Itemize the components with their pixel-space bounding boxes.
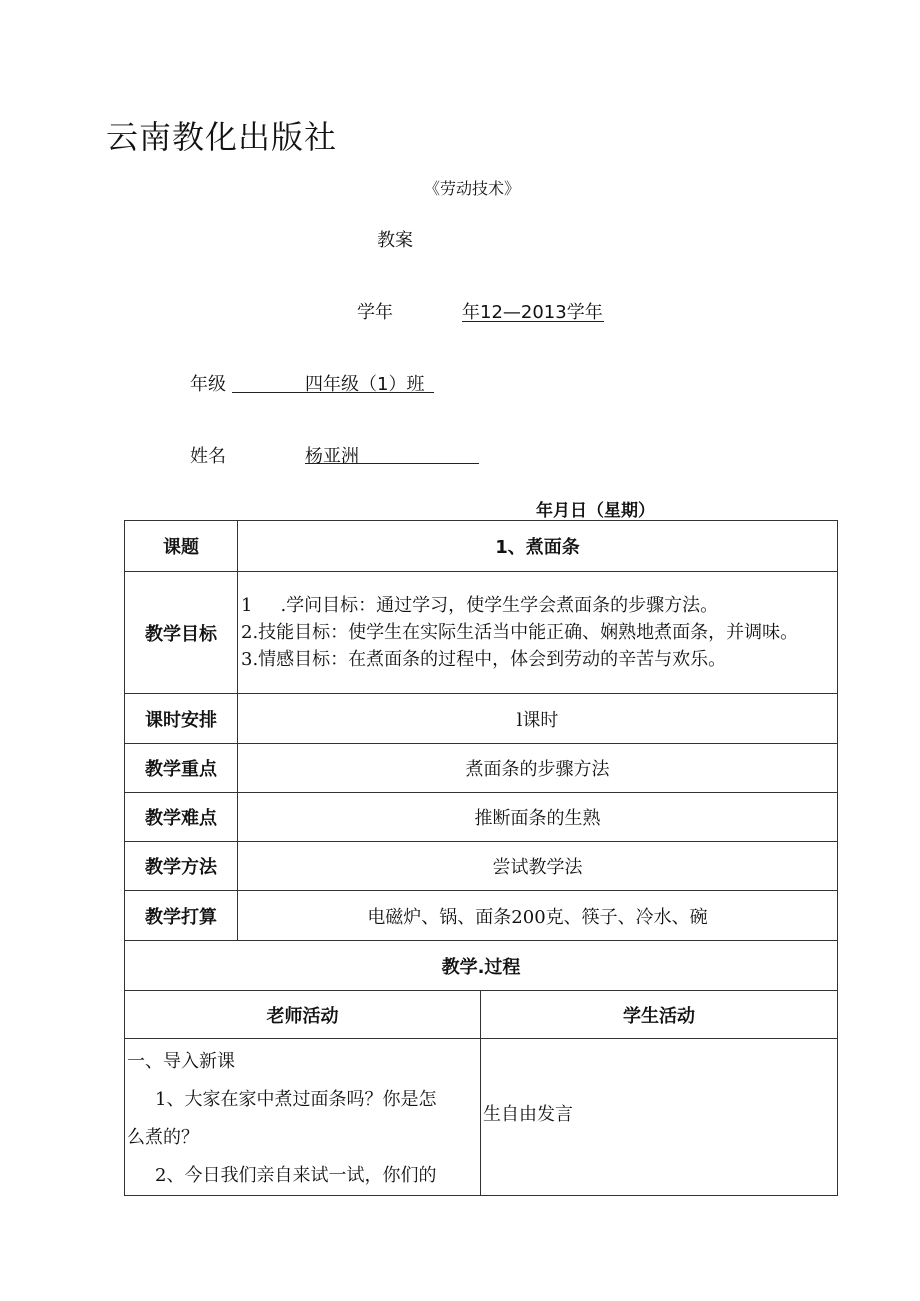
goals-row bbox=[125, 572, 838, 694]
name-underline bbox=[305, 463, 479, 464]
topic-label: 课题 bbox=[125, 521, 238, 572]
student-activity-content bbox=[481, 1039, 838, 1196]
topic-row bbox=[125, 521, 838, 572]
publisher-name: 云南教化出版社 bbox=[106, 118, 338, 156]
goal-1-text: .学问目标：通过学习，使学生学会煮面条的步骤方法。 bbox=[280, 595, 719, 616]
activity-row bbox=[125, 1039, 838, 1196]
goal-2: 2.技能目标：使学生在实际生活当中能正确、娴熟地煮面条，并调味。 bbox=[241, 622, 799, 643]
hours-value: l课时 bbox=[238, 694, 838, 744]
teacher-line-1: 一、导入新课 bbox=[127, 1051, 235, 1072]
grade-value: 四年级（1）班 bbox=[305, 374, 425, 395]
book-title: 《劳动技术》 bbox=[424, 179, 521, 198]
teacher-activity-header: 老师活动 bbox=[125, 991, 481, 1039]
goals-label: 教学目标 bbox=[125, 572, 238, 694]
activity-header-row bbox=[125, 991, 838, 1039]
lesson-plan-table bbox=[124, 520, 838, 1196]
method-label: 教学方法 bbox=[125, 842, 238, 891]
difficulty-value: 推断面条的生熟 bbox=[238, 793, 838, 842]
key-point-label: 教学重点 bbox=[125, 744, 238, 793]
goals-content bbox=[238, 572, 838, 694]
key-point-row bbox=[125, 744, 838, 793]
school-year-value: 年12—2013学年 bbox=[462, 302, 603, 323]
grade-underline bbox=[232, 392, 434, 393]
teacher-line-4: 2、今日我们亲自来试一试，你们的 bbox=[155, 1165, 437, 1186]
method-row bbox=[125, 842, 838, 891]
grade-label: 年级 bbox=[190, 374, 226, 395]
date-line: 年月日（星期） bbox=[536, 501, 655, 521]
topic-value: 1、煮面条 bbox=[238, 521, 838, 572]
teacher-line-2: 1、大家在家中煮过面条吗？你是怎 bbox=[155, 1089, 437, 1110]
preparation-label: 教学打算 bbox=[125, 891, 238, 941]
preparation-value: 电磁炉、锅、面条200克、筷子、冷水、碗 bbox=[238, 891, 838, 941]
difficulty-row bbox=[125, 793, 838, 842]
name-label: 姓名 bbox=[190, 446, 226, 467]
process-title-row bbox=[125, 941, 838, 991]
school-year-label: 学年 bbox=[357, 302, 393, 323]
goal-1 bbox=[241, 592, 833, 619]
process-title: 教学.过程 bbox=[125, 941, 838, 991]
student-activity-header: 学生活动 bbox=[481, 991, 838, 1039]
name-value: 杨亚洲 bbox=[305, 446, 359, 467]
teacher-activity-content bbox=[125, 1039, 481, 1196]
preparation-row bbox=[125, 891, 838, 941]
goal-3: 3.情感目标：在煮面条的过程中，体会到劳动的辛苦与欢乐。 bbox=[241, 649, 727, 670]
student-line-1: 生自由发言 bbox=[483, 1104, 573, 1125]
school-year-underline bbox=[462, 321, 604, 322]
difficulty-label: 教学难点 bbox=[125, 793, 238, 842]
method-value: 尝试教学法 bbox=[238, 842, 838, 891]
key-point-value: 煮面条的步骤方法 bbox=[238, 744, 838, 793]
hours-row bbox=[125, 694, 838, 744]
teacher-line-3: 么煮的？ bbox=[127, 1127, 199, 1148]
hours-label: 课时安排 bbox=[125, 694, 238, 744]
document-type: 教案 bbox=[377, 230, 413, 251]
goal-1-number: 1 bbox=[241, 595, 253, 616]
